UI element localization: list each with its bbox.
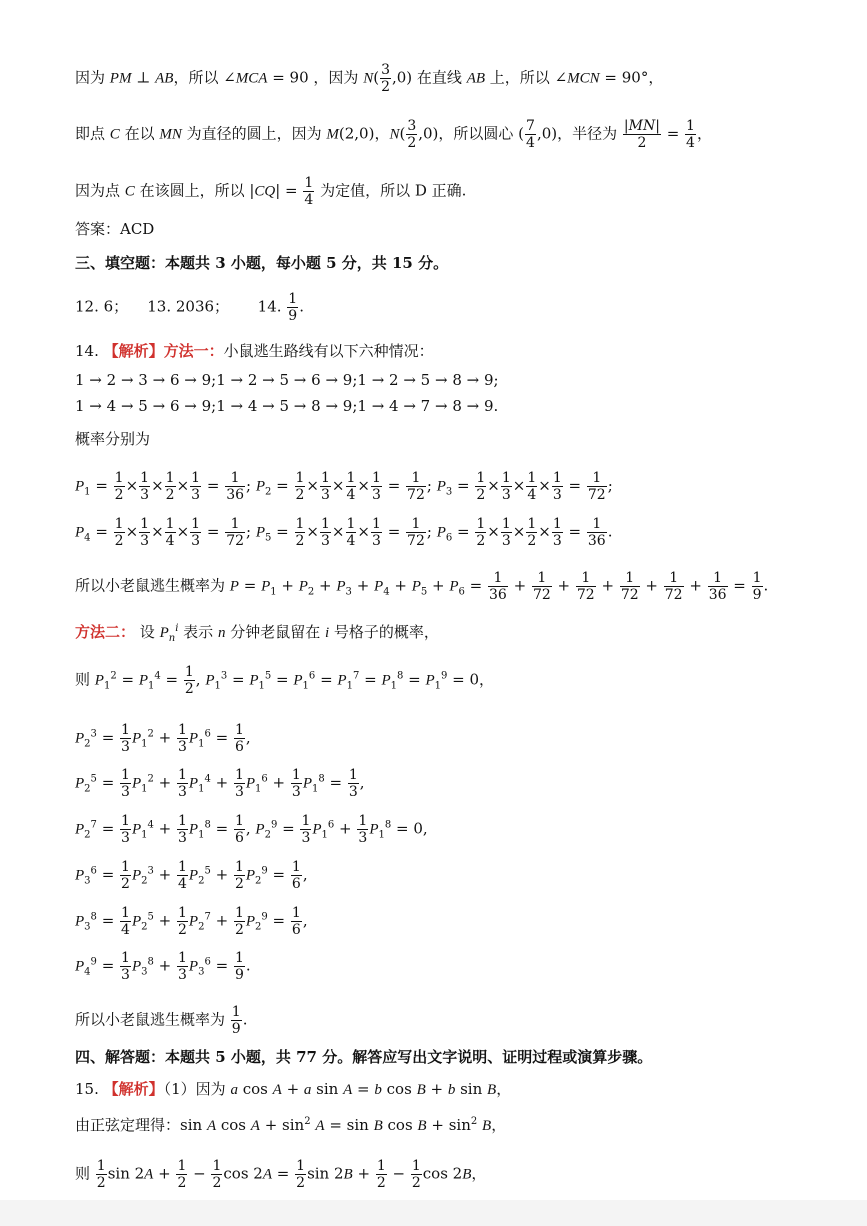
sine-law-line: 由正弦定理得：sin A $\cos A + \sin^2 A = \sin B$ $\cos B + \sin^2 B$，: [75, 1116, 507, 1134]
section-title-fill-blank: 三、填空题：本题共 3 小题，每小题 5 分，共 15 分。: [75, 254, 449, 272]
q14-header: 14. 【解析】方法一：小鼠逃生路线有以下六种情况：: [75, 342, 434, 360]
routes-row-2: 1 → 4 → 5 → 6 → 9;1 → 4 → 5 → 8 → 9;1 → 4 → 7 → 8 → 9.: [75, 397, 499, 415]
fill-blank-answers: 12. 6； 13. 2036； 14. $\frac{1}{9}$ .: [75, 291, 304, 324]
line-cq-constant: 因为点 C 在该圆上，所以 |CQ| = $\frac{1}{4}$ 为定值，所以 D 正确.: [75, 175, 467, 208]
routes-row-1: 1 → 2 → 3 → 6 → 9;1 → 2 → 5 → 6 → 9;1 → 2 → 5 → 8 → 9;: [75, 371, 499, 389]
initial-values-line: 则 $P_1^2 = P_1^4$ = $\frac{1}{2}$ , $P_1^3 = P_1^5 = P_1^6 = P_1^7 = P_1^8 = P_1^9 = 0$，: [75, 664, 495, 697]
total-probability-line: 所以小老鼠逃生概率为 $P = P_1 + P_2 + P_3 + P_4 + P_5 + P_6$ = $\frac{1}{36}$ + $\frac{1}{72}$ + $\frac{1}{72}$ + $\frac{1}{72}$ + $\frac{1}{72}$ + $\frac{1}{36}$ = $\frac{1}{9}$ .: [75, 570, 769, 603]
answer-line: 答案：ACD: [75, 220, 155, 238]
method2-line: 方法二： 设 $P_n^i$ 表示 n 分钟老鼠留在 i 号格子的概率，: [75, 623, 439, 644]
p2-7-p2-9-line: $P_2^7$ = $\frac{1}{3}$ $P_1^4$ + $\frac{1}{3}$ $P_1^8$ = $\frac{1}{6}$ , $P_2^9$ = $\frac{1}{3}$ $P_1^6$ + $\frac{1}{3}$ $P_1^8 = 0$,: [75, 813, 428, 846]
p3-8-line: $P_3^8$ = $\frac{1}{4}$ $P_2^5$ + $\frac{1}{2}$ $P_2^7$ + $\frac{1}{2}$ $P_2^9$ = $\frac{1}{6}$ ,: [75, 905, 308, 938]
p3-6-line: $P_3^6$ = $\frac{1}{2}$ $P_2^3$ + $\frac{1}{4}$ $P_2^5$ + $\frac{1}{2}$ $P_2^9$ = $\frac{1}{6}$ ,: [75, 859, 308, 892]
page-bottom-bar: [0, 1200, 867, 1226]
line-circle-center: 即点 C 在以 MN 为直径的圆上，因为 M(2,0)，N( $\frac{3}{2}$ ,0)，所以圆心 ( $\frac{7}{4}$ ,0)，半径为 $\frac{|MN|}{2}$ = $\frac{1}{4}$ ，: [75, 118, 712, 151]
section-title-solve: 四、解答题：本题共 5 小题，共 77 分。解答应写出文字说明、证明过程或演算步骤。: [75, 1048, 653, 1066]
p2-3-line: $P_2^3$ = $\frac{1}{3}$ $P_1^2$ + $\frac{1}{3}$ $P_1^6$ = $\frac{1}{6}$ ,: [75, 722, 251, 755]
line-pm-perp-ab: 因为 PM ⊥ AB，所以 ∠MCA = 90 ，因为 N( $\frac{3}{2}$ ,0) 在直线 AB 上，所以 ∠MCN = 90°，: [75, 62, 664, 95]
q15-header: 15. 【解析】（1）因为 a cos A + a sin A = b cos B + b sin B，: [75, 1080, 512, 1098]
jiexi-label: 【解析】: [103, 342, 164, 360]
p1-p3-line: $P_1$ = $\frac{1}{2}$ × $\frac{1}{3}$ × $\frac{1}{2}$ × $\frac{1}{3}$ = $\frac{1}{36}$ ; $P_2$ = $\frac{1}{2}$ × $\frac{1}{3}$ × $\frac{1}{4}$ × $\frac{1}{3}$ = $\frac{1}{72}$ ; $P_3$ = $\frac{1}{2}$ × $\frac{1}{3}$ × $\frac{1}{4}$ × $\frac{1}{3}$ = $\frac{1}{72}$ ;: [75, 470, 613, 503]
p4-9-line: $P_4^9$ = $\frac{1}{3}$ $P_3^8$ + $\frac{1}{3}$ $P_3^6$ = $\frac{1}{9}$ .: [75, 950, 251, 983]
p2-5-line: $P_2^5$ = $\frac{1}{3}$ $P_1^2$ + $\frac{1}{3}$ $P_1^4$ + $\frac{1}{3}$ $P_1^6$ + $\frac{1}{3}$ $P_1^8$ = $\frac{1}{3}$ ,: [75, 767, 365, 800]
double-angle-line: 则 $\frac{1}{2}$ sin 2A + $\frac{1}{2}$ − $\frac{1}{2}$ cos 2A = $\frac{1}{2}$ sin 2B + $\frac{1}{2}$ − $\frac{1}{2}$ cos 2B，: [75, 1158, 487, 1191]
method1-label: 方法一：: [163, 342, 224, 360]
method2-label: 方法二：: [75, 623, 136, 641]
method2-conclusion: 所以小老鼠逃生概率为 $\frac{1}{9}$ .: [75, 1004, 248, 1037]
probability-heading: 概率分别为: [75, 430, 151, 448]
p4-p6-line: $P_4$ = $\frac{1}{2}$ × $\frac{1}{3}$ × $\frac{1}{4}$ × $\frac{1}{3}$ = $\frac{1}{72}$ ; $P_5$ = $\frac{1}{2}$ × $\frac{1}{3}$ × $\frac{1}{4}$ × $\frac{1}{3}$ = $\frac{1}{72}$ ; $P_6$ = $\frac{1}{2}$ × $\frac{1}{3}$ × $\frac{1}{2}$ × $\frac{1}{3}$ = $\frac{1}{36}$ .: [75, 516, 613, 549]
